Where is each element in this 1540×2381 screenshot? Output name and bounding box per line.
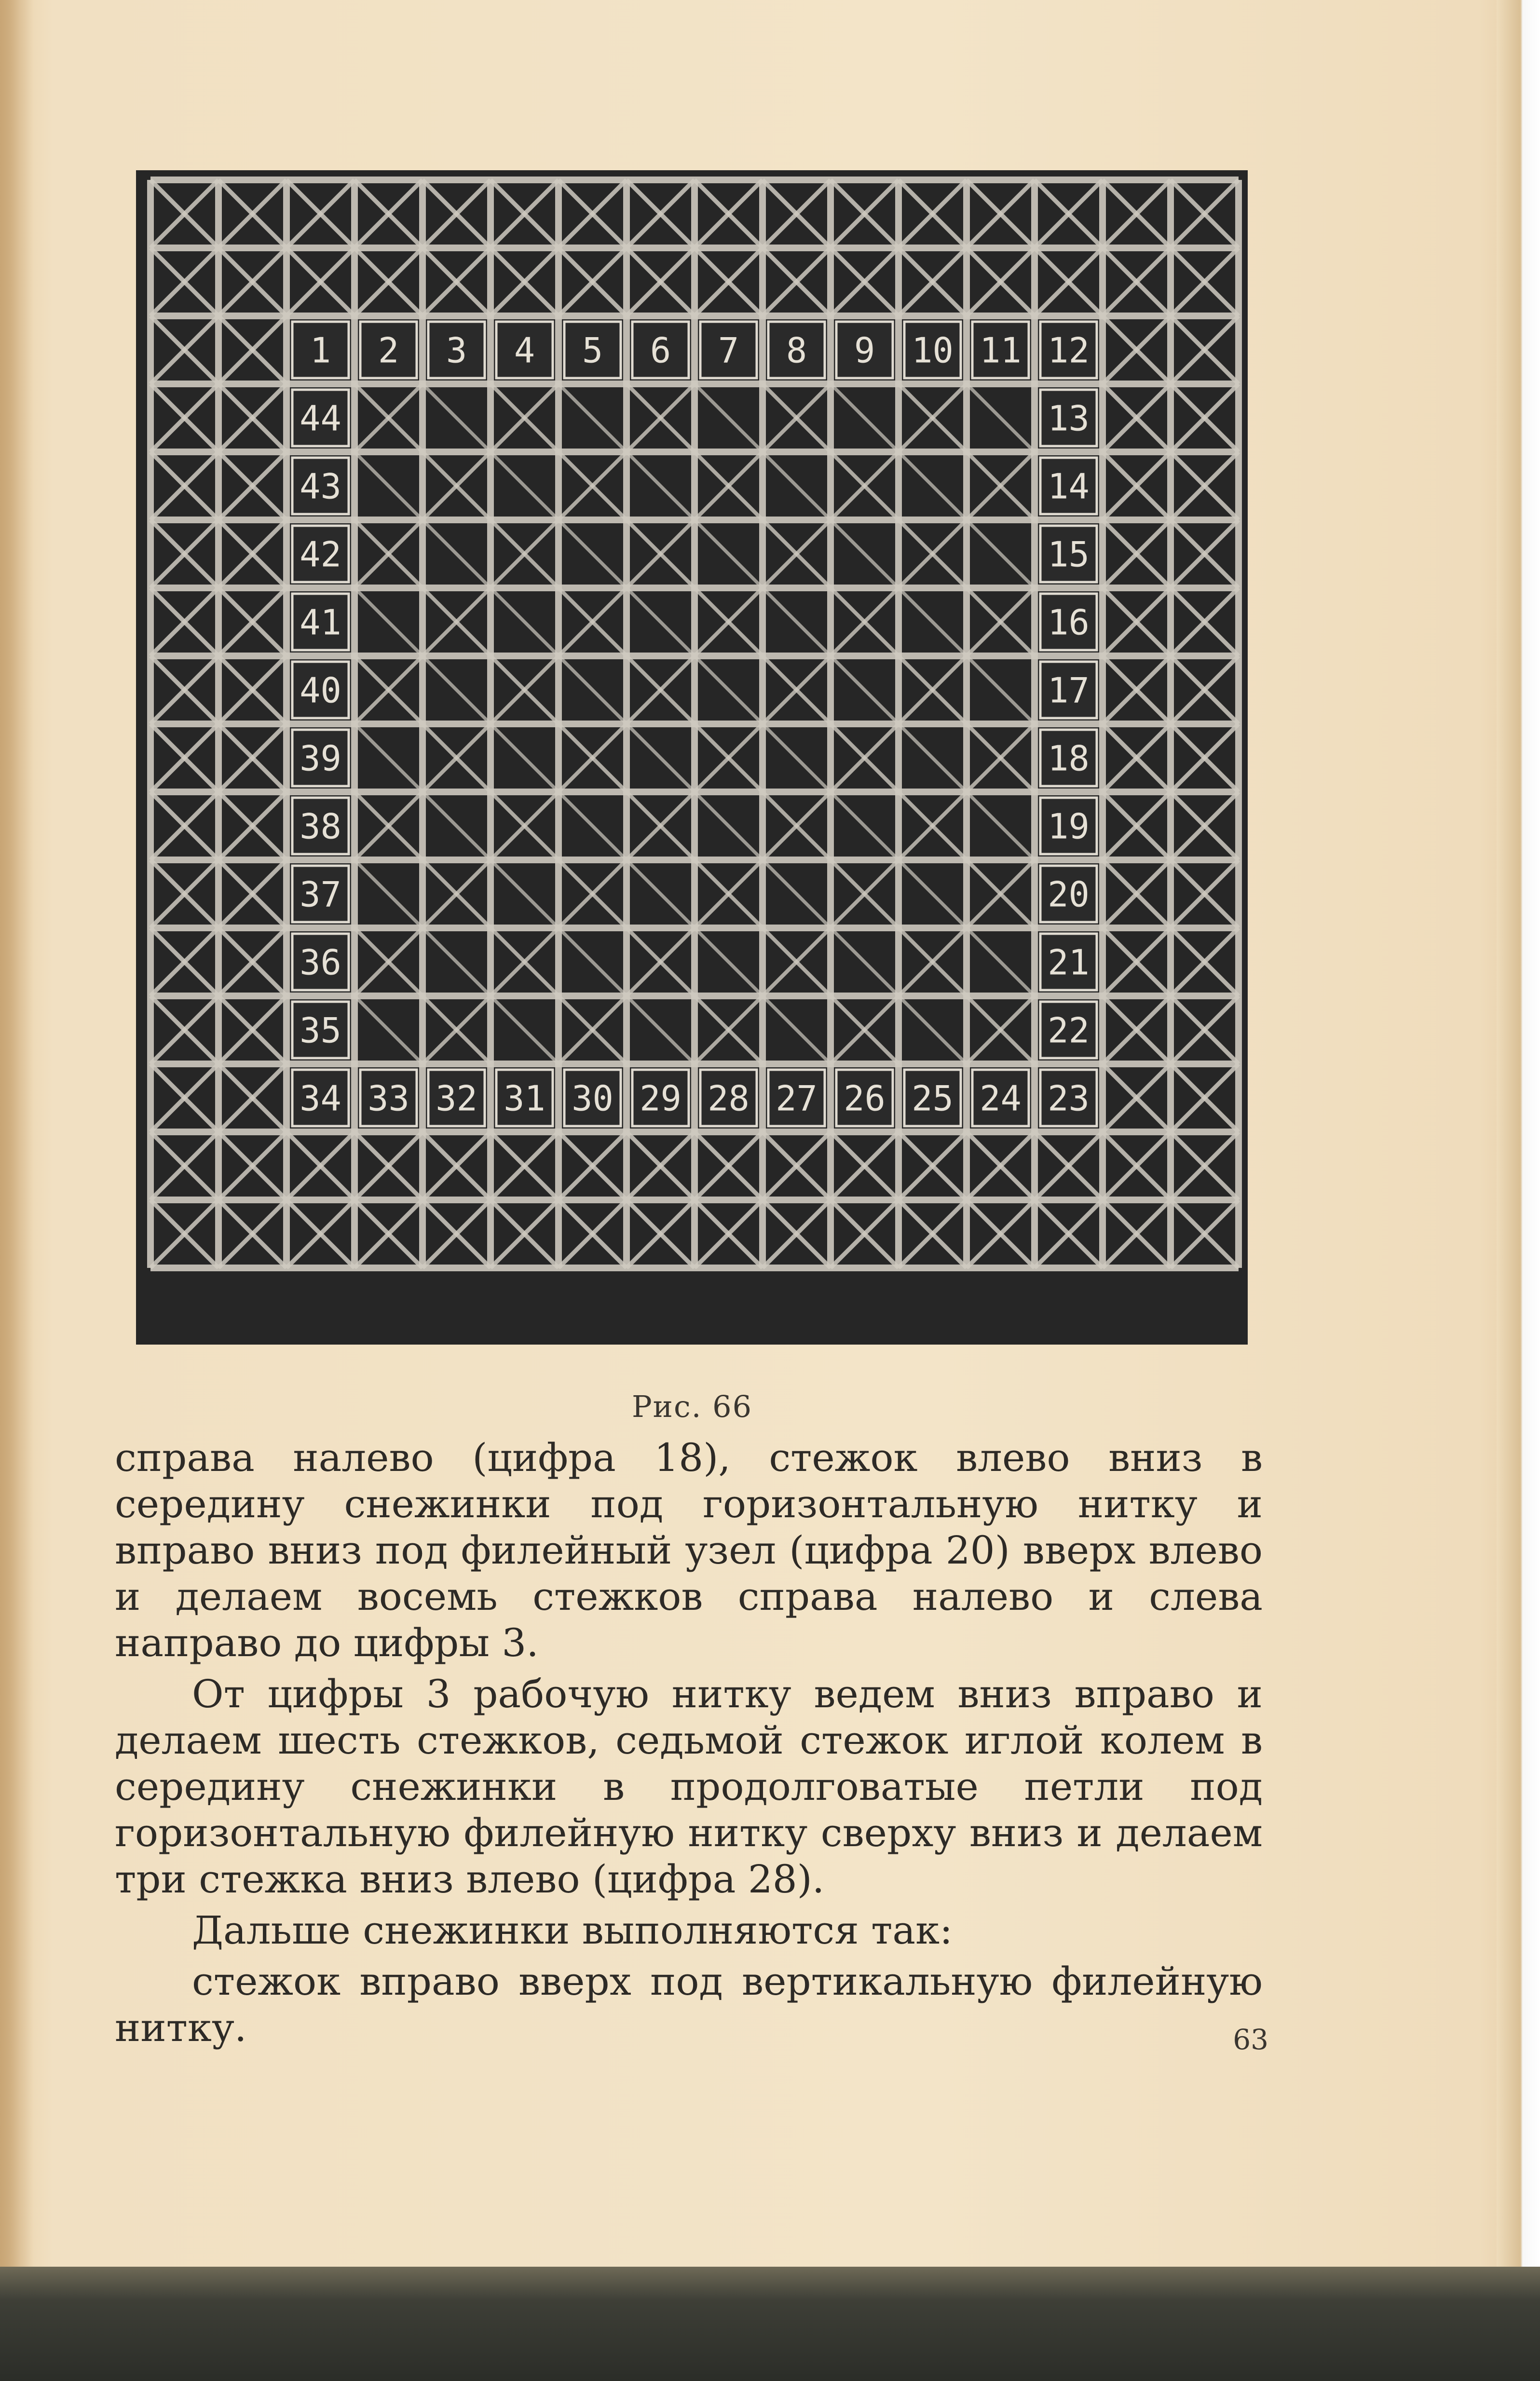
number-cell-label: 9 (854, 330, 875, 371)
diagonal-stitch (763, 996, 831, 1064)
diagonal-stitch (967, 384, 1035, 452)
diagonal-stitch (831, 928, 899, 996)
number-cell-label: 27 (776, 1078, 818, 1119)
scanner-background (0, 2267, 1540, 2381)
number-cell-label: 35 (300, 1010, 341, 1051)
diagonal-stitch (967, 656, 1035, 724)
diagonal-stitch (627, 452, 695, 520)
diagonal-stitch (422, 384, 491, 452)
diagonal-stitch (899, 588, 967, 656)
number-cell-label: 21 (1048, 942, 1090, 983)
diagonal-stitch (354, 724, 422, 792)
diagonal-stitch (491, 860, 559, 928)
number-cell-label: 10 (912, 330, 954, 371)
paragraph-4: стежок вправо вверх под вертикальную филейную нитку. (115, 1959, 1263, 2050)
diagonal-stitch (422, 792, 491, 860)
diagonal-stitch (627, 588, 695, 656)
diagonal-stitch (354, 860, 422, 928)
number-cell-label: 36 (300, 942, 341, 983)
diagonal-stitch (354, 588, 422, 656)
page-number: 63 (1233, 2023, 1268, 2056)
number-cell-label: 12 (1048, 330, 1090, 371)
figure-caption: Рис. 66 (631, 1389, 753, 1424)
number-cell-label: 16 (1048, 602, 1090, 643)
diagonal-stitch (491, 452, 559, 520)
diagonal-stitch (763, 452, 831, 520)
diagonal-stitch (627, 996, 695, 1064)
diagonal-stitch (695, 384, 763, 452)
diagonal-stitch (831, 520, 899, 588)
diagonal-stitch (967, 792, 1035, 860)
diagonal-stitch (695, 792, 763, 860)
number-cell-label: 15 (1048, 534, 1090, 575)
diagonal-stitch (899, 724, 967, 792)
number-cell-label: 19 (1048, 806, 1090, 847)
number-cell-label: 23 (1048, 1078, 1090, 1119)
diagonal-stitch (491, 996, 559, 1064)
figure-66-lace-photo (136, 170, 1248, 1345)
diagonal-stitch (627, 860, 695, 928)
number-cell-label: 2 (378, 330, 399, 371)
number-cell-label: 39 (300, 738, 341, 779)
diagonal-stitch (967, 520, 1035, 588)
number-cell-label: 26 (844, 1078, 886, 1119)
diagonal-stitch (559, 792, 627, 860)
diagonal-stitch (831, 384, 899, 452)
number-cell-label: 44 (300, 398, 341, 439)
number-cell-label: 24 (980, 1078, 1022, 1119)
number-cell-label: 11 (980, 330, 1022, 371)
lace-grid-illustration (136, 170, 1248, 1345)
number-cell-label: 5 (582, 330, 603, 371)
number-cell-label: 8 (786, 330, 807, 371)
number-cell-label: 20 (1048, 874, 1090, 915)
paragraph-3: Дальше снежинки выполняются так: (192, 1908, 953, 1953)
diagonal-stitch (695, 928, 763, 996)
number-cell-label: 25 (912, 1078, 954, 1119)
diagonal-stitch (831, 656, 899, 724)
number-cell-label: 7 (718, 330, 739, 371)
number-cell-label: 6 (650, 330, 671, 371)
diagonal-stitch (354, 452, 422, 520)
diagonal-stitch (559, 928, 627, 996)
diagonal-stitch (763, 860, 831, 928)
number-cell-label: 3 (446, 330, 467, 371)
diagonal-stitch (559, 656, 627, 724)
diagonal-stitch (422, 520, 491, 588)
page-edge (1497, 0, 1540, 2381)
diagonal-stitch (559, 520, 627, 588)
number-cell-label: 29 (640, 1078, 681, 1119)
number-cell-label: 1 (310, 330, 331, 371)
diagonal-stitch (967, 928, 1035, 996)
diagonal-stitch (491, 724, 559, 792)
number-cell-label: 37 (300, 874, 341, 915)
diagonal-stitch (354, 996, 422, 1064)
diagonal-stitch (627, 724, 695, 792)
number-cell-label: 22 (1048, 1010, 1090, 1051)
paragraph-2: От цифры 3 рабочую нитку ведем вниз вправо и делаем шесть стежков, седьмой стежок иглой колем в середину снежинки в продолговатые петли под горизонтальную филейную нитку сверху вниз и делаем три стежка вниз влево (цифра 28). (115, 1672, 1263, 1902)
diagonal-stitch (695, 656, 763, 724)
diagonal-stitch (899, 860, 967, 928)
number-cell-label: 30 (572, 1078, 613, 1119)
body-text (115, 1435, 1263, 2051)
number-cell-label: 14 (1048, 466, 1090, 507)
diagonal-stitch (763, 588, 831, 656)
number-cell-label: 41 (300, 602, 341, 643)
number-cell-label: 40 (300, 670, 341, 711)
paragraph-1: справа налево (цифра 18), стежок влево вниз в середину снежинки под горизонтальную нитку и вправо вниз под филейный узел (цифра 20) вверх влево и делаем восемь стежков справа налево и слева направо до цифры 3. (115, 1435, 1263, 1665)
diagonal-stitch (831, 792, 899, 860)
diagonal-stitch (899, 452, 967, 520)
number-cell-label: 32 (436, 1078, 477, 1119)
number-cell-label: 13 (1048, 398, 1090, 439)
diagonal-stitch (559, 384, 627, 452)
diagonal-stitch (763, 724, 831, 792)
number-cell-label: 31 (504, 1078, 545, 1119)
diagonal-stitch (695, 520, 763, 588)
diagonal-stitch (422, 656, 491, 724)
number-cell-label: 28 (708, 1078, 750, 1119)
diagonal-stitch (422, 928, 491, 996)
number-cell-label: 33 (368, 1078, 409, 1119)
number-cell-label: 4 (514, 330, 535, 371)
number-cell-label: 17 (1048, 670, 1090, 711)
number-cell-label: 18 (1048, 738, 1090, 779)
number-cell-label: 34 (300, 1078, 341, 1119)
number-cell-label: 42 (300, 534, 341, 575)
number-cell-label: 38 (300, 806, 341, 847)
number-cell-label: 43 (300, 466, 341, 507)
spine-shadow (0, 0, 34, 2381)
diagonal-stitch (491, 588, 559, 656)
diagonal-stitch (899, 996, 967, 1064)
